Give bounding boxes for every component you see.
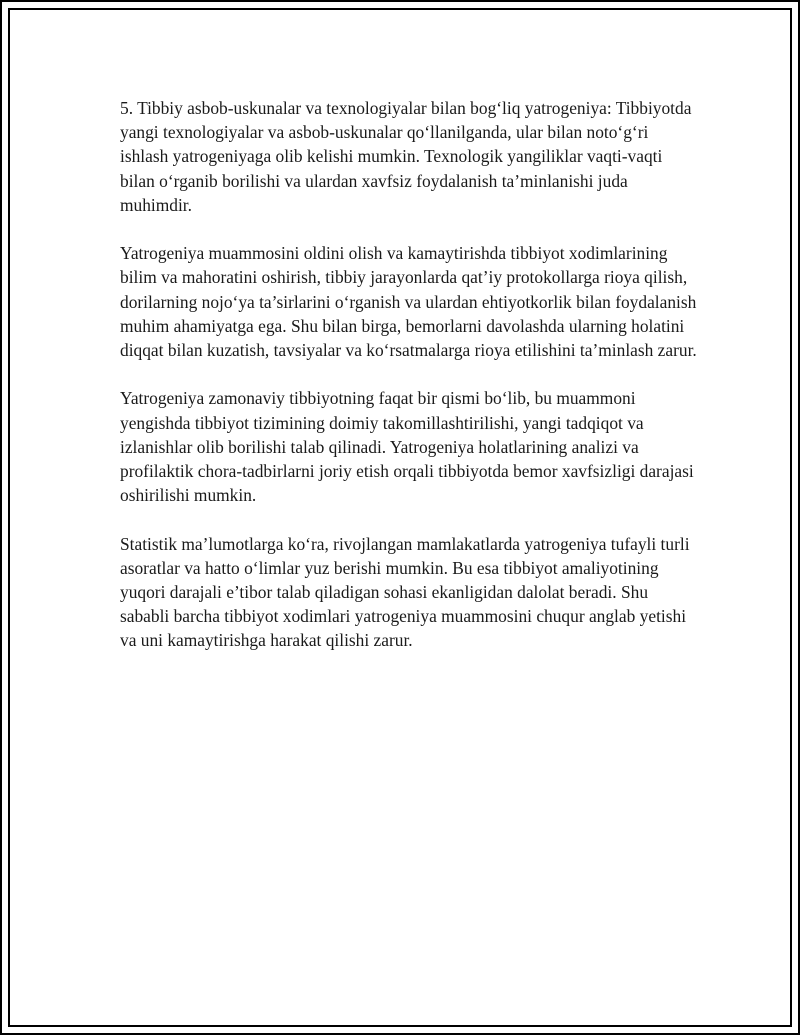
- document-body: [120, 96, 700, 677]
- paragraph-medical-equipment-iatrogeny: 5. Tibbiy asbob-uskunalar va texnologiyalar bilan bog‘liq yatrogeniya: Tibbiyotda yangi texnologiyalar va asbob-uskunalar qo‘llanilganda, ular bilan noto‘g‘ri ishlash yatrogeniyaga olib kelishi mumkin. Texnologik yangiliklar vaqti-vaqti bilan o‘rganib borilishi va ulardan xavfsiz foydalanish ta’minlanishi juda muhimdir.: [120, 98, 692, 215]
- paragraph-statistics: Statistik ma’lumotlarga ko‘ra, rivojlangan mamlakatlarda yatrogeniya tufayli turli asoratlar va hatto o‘limlar yuz berishi mumkin. Bu esa tibbiyot amaliyotining yuqori darajali e’tibor talab qiladigan sohasi ekanligidan dalolat beradi. Shu sababli barcha tibbiyot xodimlari yatrogeniya muammosini chuqur anglab yetishi va uni kamaytirishga harakat qilishi zarur.: [120, 533, 690, 651]
- paragraph-prevention: Yatrogeniya muammosini oldini olish va kamaytirishda tibbiyot xodimlarining bilim va mahoratini oshirish, tibbiy jarayonlarda qat’iy protokollarga rioya qilish, dorilarning nojo‘ya ta’sirlarini o‘rganish va ulardan ehtiyotkorlik bilan foydalanish muhim ahamiyatga ega. Shu bilan birga, bemorlarni davolashda ularning holatini diqqat bilan kuzatish, tavsiyalar va ko‘rsatmalarga rioya etilishini ta’minlash zarur.: [120, 243, 697, 361]
- paragraph-modern-medicine: Yatrogeniya zamonaviy tibbiyotning faqat bir qismi bo‘lib, bu muammoni yengishda tibbiyot tizimining doimiy takomillashtirilishi, yangi tadqiqot va izlanishlar olib borilishi talab qilinadi. Yatrogeniya holatlarining analizi va profilaktik chora-tadbirlarni joriy etish orqali tibbiyotda bemor xavfsizligi darajasi oshirilishi mumkin.: [120, 388, 694, 506]
